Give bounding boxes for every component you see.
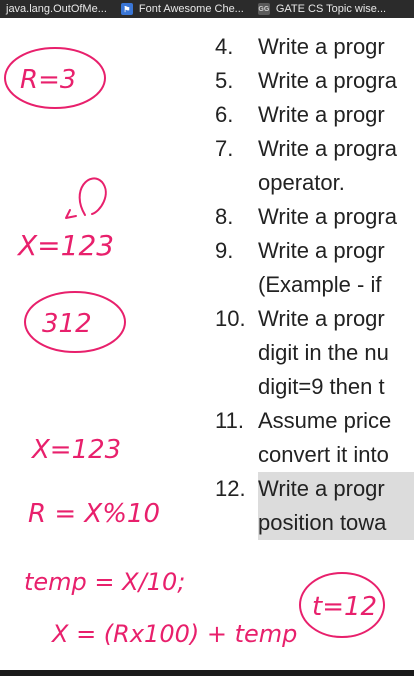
list-item — [215, 200, 414, 234]
note-xcalc: X = (Rx100) + temp — [52, 620, 298, 648]
item-number: 7. — [215, 136, 234, 161]
list-item — [215, 234, 414, 302]
list-item — [215, 132, 414, 200]
note-result: 312 — [42, 309, 92, 339]
circle-312 — [25, 292, 125, 352]
bookmark-label: GATE CS Topic wise... — [275, 3, 387, 15]
document-list — [215, 30, 414, 540]
item-number: 10. — [215, 306, 246, 331]
item-text: Write a progr — [258, 476, 385, 501]
circle-t12 — [300, 573, 384, 637]
item-number: 11. — [215, 408, 244, 433]
item-text: Write a progr — [258, 238, 385, 263]
loop-arrow — [80, 178, 106, 215]
item-number: 6. — [215, 102, 234, 127]
bookmark-java-oom[interactable] — [6, 3, 107, 15]
item-number: 4. — [215, 34, 234, 59]
bookmark-font-awesome[interactable] — [121, 3, 244, 15]
item-text: Write a progra — [258, 204, 397, 229]
arrow-head-icon — [66, 210, 76, 218]
note-t12: t=12 — [312, 592, 378, 622]
item-text-cont: operator. — [258, 170, 345, 195]
bookmarks-bar — [0, 0, 414, 18]
item-text-cont: (Example - if — [258, 272, 382, 297]
taskbar — [0, 670, 414, 676]
flag-icon: ⚑ — [121, 3, 133, 15]
item-number: 5. — [215, 68, 234, 93]
note-rmod: R = X%10 — [28, 499, 160, 529]
list-item — [215, 302, 414, 404]
item-text: Write a progr — [258, 34, 385, 59]
note-x123b: X=123 — [32, 435, 122, 465]
item-text: Assume price — [258, 408, 392, 433]
note-r3: R=3 — [20, 65, 77, 95]
item-text-cont: convert it into — [258, 442, 389, 467]
list-item-selected[interactable] — [215, 472, 414, 540]
circle-r3 — [5, 48, 105, 108]
item-text: Write a progra — [258, 136, 397, 161]
item-number: 9. — [215, 238, 234, 263]
item-text: Write a progr — [258, 306, 385, 331]
bookmark-label: java.lang.OutOfMe... — [6, 3, 107, 15]
list-item — [215, 30, 414, 64]
item-text-cont: digit=9 then t — [258, 374, 385, 399]
gg-icon: GG — [258, 3, 270, 15]
list-item — [215, 404, 414, 472]
note-x123a: X=123 — [18, 229, 115, 262]
item-text-cont: position towa — [258, 510, 387, 535]
item-text: Write a progra — [258, 68, 397, 93]
bookmark-label: Font Awesome Che... — [138, 3, 244, 15]
bookmark-gate-cs[interactable] — [258, 3, 386, 15]
item-number: 8. — [215, 204, 234, 229]
item-number: 12. — [215, 472, 246, 506]
item-text-cont: digit in the nu — [258, 340, 389, 365]
item-text: Write a progr — [258, 102, 385, 127]
list-item — [215, 98, 414, 132]
list-item — [215, 64, 414, 98]
note-temp: temp = X/10; — [24, 568, 186, 596]
